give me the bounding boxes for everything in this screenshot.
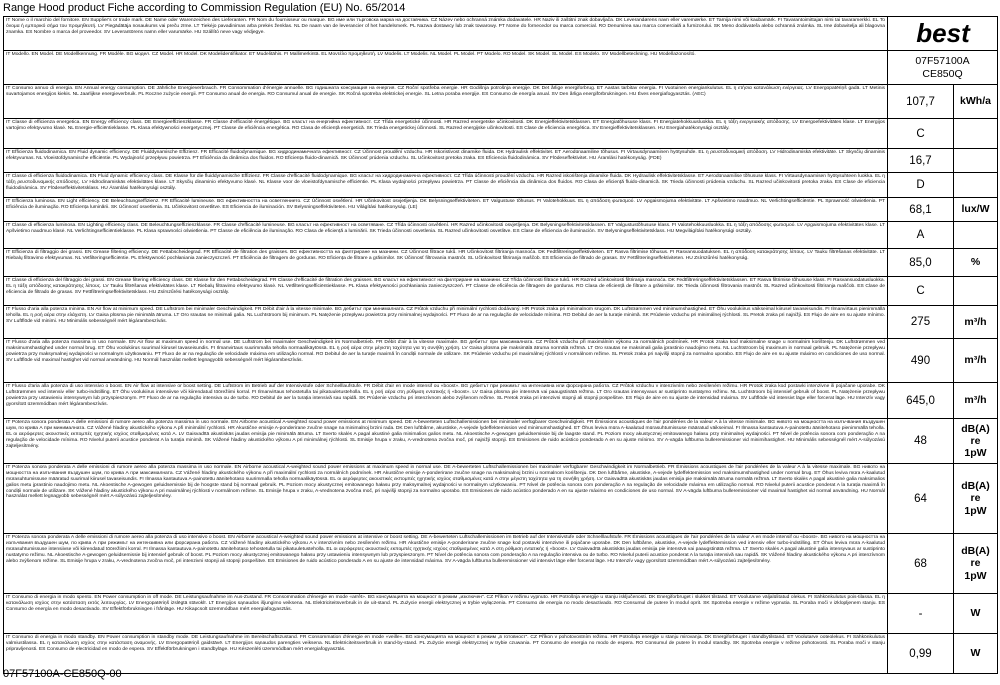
power-standby-description: IT Consumo di energia in modo standby. EN Power consumption in standby mode. DE Leistungsaufnahme im Bereitschaftszustand. FR Consommation d'énergie en mode «veille». BG консумацията на мощност в режим „в готовност“. CZ Příkon v pohotovostním režimu. HR Potrošnja energije u stanju mirovanja. DK Energiforbruget i standbytilstand. ET Voolutarve ooteolekus. FI Sähkönkulutus valmiustilassa. EL η κατανάλωση ισχύος στην κατάσταση αναμονής. LV Energopatēriņš gaidstāvē. LT Energijos sąnaudos parengties veiksena. NL Elektriciteitsverbruik in stand-by-stand. PL Zużycie energii elektrycznej w trybie czuwania. PT Consumo de energia no modo de espera. RO Consumul de putere în modul standby. SK Spotreba energie v režime pohotovosti. SL Poraba moči v stanju pripravljenosti. ES Consumo de electricidad en modo de espera. SV Effektförbrukningen i standbyläge. HU Készenléti üzemmódban mért energiafogyasztás.: [4, 634, 888, 674]
power-standby-unit: W: [954, 634, 998, 674]
unit-line: 1pW: [964, 447, 987, 460]
light-efficiency-value: 68,1: [888, 198, 954, 222]
fluid-dynamic-unit: [954, 149, 998, 173]
grease-filtering-class-value: C: [888, 277, 954, 306]
noise-boost-value: 68: [888, 534, 954, 594]
row-power-standby: [4, 634, 998, 674]
model-value: [888, 51, 998, 85]
row-energy-class: [4, 119, 998, 149]
fluid-dynamic-class-unit: [954, 173, 998, 198]
unit-line: re: [970, 557, 981, 570]
row-noise-boost: [4, 534, 998, 594]
row-airflow-max: [4, 339, 998, 383]
noise-min-value: 48: [888, 419, 954, 464]
fiche-title: Range Hood product Fiche according to Commission Regulation (EU) No. 65/2014: [3, 2, 406, 14]
lighting-class-value: A: [888, 222, 954, 249]
noise-max-value: 64: [888, 464, 954, 534]
power-standby-value: 0,99: [888, 634, 954, 674]
noise-boost-unit: [954, 534, 998, 594]
grease-filtering-class-description: IT Classe di efficienza del filtraggio dei grassi. EN Grease filtering efficiency class. DE Klasse für den Fettabscheidegrad. FR Classe d'efficacité de filtration des graisses. BG класът на ефективност на филтриране на мазнини. CZ Třída účinnosti filtrace tuků. HR Razred učinkovitosti filtriranja masnoća. DK Fedtfiltreringseffektivitetsklassen. ET Rasva filtrimise tõhususe klass. FI Rasvansuodatusluokka. EL η τάξη απόδοσης κατακράτησης λίπους. LV Tauku filtrēšanas efektivitātes klase. LT Riebalų filtravimo efektyvumo klasė. NL Vetfilteringsefficiëntieklasse. PL Klasa efektywności pochłaniania zanieczyszczeń. PT Classe de eficiência de filtragem de gorduras. RO Clasa de eficiență de filtrare a grăsimilor. SK Trieda účinnosti filtrovania mastnôt. SL Razred učinkovitosti filtriranja maščob. ES Clase de eficiencia de filtrado de grasas. SV Fettfiltreringseffektivitetsklass. HU Zsírszűrési hatékonysági osztály.: [4, 277, 888, 306]
row-grease-filtering: [4, 249, 998, 277]
row-fluid-dynamic-class: [4, 173, 998, 198]
unit-line: 1pW: [964, 504, 987, 517]
lighting-class-unit: [954, 222, 998, 249]
light-efficiency-description: IT Efficienza luminosa. EN Light efficiency. DE Beleuchtungseffizienz. FR Efficacité lumineuse. BG ефективността на осветлението. CZ Účinnost osvětlení. HR Učinkovitost osvjetljenja. DK Belysningseffektiviteten. ET Valgustuse tõhusus. FI Valotehokkuus. EL η απόδοση φωτισμού. LV Apgaismojuma efektivitāte. LT Apšvietimo naudmuo. NL Verlichtingsefficiëntie. PL Sprawność oświetlenia. PT Eficiência de iluminação. RO Eficiența luminării. SK Účinnosť osvetlenia. SL Učinkovitost osvetlitve. ES Eficiencia de iluminación. SV Belysningseffektiviteten. HU Világítási hatékonyság. (LE): [4, 198, 888, 222]
row-grease-filtering-class: [4, 277, 998, 306]
fluid-dynamic-description: IT Efficienza fluidodinamica. EN Fluid dynamic efficiency. DE Fluiddynamische Effizienz. FR Efficacité fluidodynamique. BG хидродинамичната ефективност. CZ Účinnost proudění vzduchu. HR Iskoristivost dinamike fluida. DK Hydraulisk effektivitet. ET Aerodünaamiline tõhusus. FI Virtausdynaaminen hyötysuhde. EL η ρευστοδυναμική απόδοση. LV Hidrodinamiskā efektivitāte. LT Skysčių dinaminis efektyvumas. NL Vloeistofdynamische efficiëntie. PL Wydajność przepływu powietrza. PT Eficiência da dinâmica dos fluidos. RO Eficiența fluido-dinamică. SK Účinnosť prúdenia vzduchu. SL Učinkovitost pretoka zraka. ES Eficiencia fluidodinámica. SV Flödeseffektivitet. HU Áramlási hatékonyság. (FDE): [4, 149, 888, 173]
airflow-max-description: IT Flusso d'aria alla potenza massima in uso normale. EN Air flow at maximum speed in normal use. DE Luftstrom bei maximaler Geschwindigkeit im Normalbetrieb. FR Débit d'air à la vitesse maximale. BG дебитът при максималната. CZ Průtok vzduchu při maximálním výkonu za normálních podmínek. HR Protok zraka kod maksimalne snage u normalnim korištenju. DK Luftstrømmen ved maksimumshastighed under normal brug. ET Õhu voolukiirus suurimal kiirusel tavaseisundis. FI Ilmanvirtaus suurimmalla teholla normaalikäytössä. EL η ροή αέρα στην μέγιστη ταχύτητα για τη συνήθη χρήση. LV Gaisa plūsma pie maksimālā ātruma normālā režīmā. LT Oro srautas ne maksimali galia įprastinio naudojimo metu. NL Luchtstroom bij maximum in normaal gebruik. PL Natężenie przepływu powietrza przy maksymalnej wydajności w normalnym użytkowaniu. PT Fluxo de ar na regulação de velocidade máxima em utilização normal. RO Debitul de aer la turație maximă în condiții normale de utilizare. SK Prúdenie vzduchu pri maximálnej rýchlosti v normálnom režime. SL Pretok zraka pri najvišji stopnji za normalno uporabo. ES Flujo de aire en su ajuste máximo en condiciones de uso normal. SV Luftflöde vid maximal hastighet vid normal användning. HU Normál használat mellett legnagyobb sebességnél mért légárambeszívás.: [4, 339, 888, 383]
grease-filtering-class-unit: [954, 277, 998, 306]
row-model: [4, 51, 998, 85]
lighting-class-description: IT Classe di efficienza luminosa. EN Lighting efficiency class. DE Beleuchtungseffizienzklasse. FR Classe d'efficacité lumineuse. BG класът на ефективност на осветяване. CZ Třída účinnosti osvětlení. HR Razred učinkovitosti osvjetljenja. DK Belysningseffektivitetsklassen. ET Valgustustõhususe klass. FI Valotehokkuusluokka. EL η τάξη απόδοσης φωτισμού. LV Apgaismojuma efektivitātes klase. LT Apšvietimo naudmuo klasė. NL Verlichtingsefficiëntieklasse. PL Klasa sprawności oświetlenia. PT Classe de eficiência de iluminação. RO Clasa de eficiență a luminării. SK Trieda účinnosti osvetlenia. SL Razred učinkovitosti osvetlitve. ES Clase de eficiencia de iluminación. SV Belysningseffektivitetsklass. HU Megvilágítási hatékonysági osztály.: [4, 222, 888, 249]
energy-class-value: C: [888, 119, 954, 149]
row-power-off: [4, 594, 998, 634]
model-description: IT Modello. EN Model. DE Modellkennung. FR Modèle. BG модел. CZ Model. HR Model. DK Modelidentifikator. ET Mudelitähis. FI Mallimerkintä. EL Μοντέλο προμηθευτή. LV Modelis. LT Modelis. NL Model. PL Model. PT Modelo. RO Model. SK Model. SL Model. ES Modelo. SV Modellbeteckning. HU Modellazonosító.: [4, 51, 888, 85]
airflow-max-value: 490: [888, 339, 954, 383]
model-line-1: 07F57100A: [915, 55, 970, 68]
annual-energy-description: IT Consumo annuo di energia. EN Annual energy consumption. DE Jährliche Energieverbrauch. FR Consommation d'énergie annuelle. BG годишната консумация на енергия. CZ Roční spotřeba energie. HR Godišnja potrošnja energije. DK Det årlige energiforbrug. ET Aastas tarbitav energia. FI Vuotuinen energiankulutus. EL η ετήσια κατανάλωση ενέργειας. LV Energopatēriņš gadā. LT Metinis suvartojamos energijos kiekis. NL Jaarlijkse energieverbruik. PL Roczne zużycie energii. PT Consumo anual de energia. RO Consumul anual de energie. SK Ročná spotreba elektrickej energie. SL Letna poraba energije. ES Consumo de energía anual. SV Den årliga energiförbrukningen. HU Éves energiafogyasztás. (AEC): [4, 85, 888, 119]
noise-min-description: IT Potenza sonora ponderata A delle emissioni di rumore aereo alla potenza massima in uso normale. EN Airborne acoustical A-weighted sound power emissions at minimum speed. DE A-bewerteten Luftschallemissionen bei minimaler verfügbarer Geschwindigkeit. FR Émissions acoustiques de l'air pondérées de la valeur A à la vitesse minimale. BG нивото на мощността на излъчвания въздушен шум, по крива А при минималната. CZ Vážené hladiny akustického výkonu A při minimální rychlosti. HR Akustične emisije A-ponderirane zvučne snage na minimalnoj brzini rada. DK Den luftbårne, akustiske, A-vejede lydeffektemission ved minimumshastighed. ET Õhus leviva müra A-kaalutud mürasuhtumissuse määratud väikseimal. FI Ilmassa kantautuva A-painotettu äänitehotaso pienimmällä teholla. EL οι αερόφερτες ακουστικές εκπομπές ηχητικής ισχύος σταθμισμένες κατά A. LV Gaisvadītā akustiskās jaudas emisija pie minimālā ātruma. LT Sverto skalės A pagal akustinė galia minimalios galios metu. NL Akoestische A-gewogen geluidsemissie bij de laagste stand. PL Poziom mocy akustycznej emitowanego hałasu przy minimalnej wydajności. PT Nível de potência sonora com ponderação A na regulação de velocidade mínima. RO Nivelul puterii acustice ponderat A la turația minimă. SK Vážené hladiny akustického výkonu A pri minimálnej rýchlosti. SL Emisije hrupa v zraku, A-vrednotena zvočna moč, pri najnižji stopnji. ES Emisiones de ruido acústico ponderado A en su ajuste mínimo. SV A-vägda luftburna bulleremissioner vid minimihastighet. HU Minimális sebességnél mért A-súlyozású zajteljesítmény.: [4, 419, 888, 464]
grease-filtering-description: IT Efficienza di filtraggio dei grassi. EN Grease filtering efficiency. DE Fettabscheidegrad. FR Efficacité de filtration des graisses. BG ефективността на филтриране на мазнини. CZ Účinnost filtrace tuků. HR Učinkovitost filtriranja masnoća. DK Fedtfiltreringseffektiviteten. ET Rasva filtrimise tõhusus. FI Rasvansuodatuksen. EL η απόδοση κατακράτησης λίπους. LV Tauku filtrēšanas efektivitāte. LT Riebalų filtravimo efektyvumas. NL Vetfilteringsefficiëntie. PL Efektywność pochłaniania zanieczyszczeń. PT Eficiência de filtragem de gorduras. RO Eficiența de filtrare a grăsimilor. SK Účinnosť filtrovania mastnôt. SL Učinkovitost filtriranja maščob. ES Eficiencia de filtrado de grasas. SV Fettfiltreringseffektiviteten. HU Zsírszűrési hatékonyság.: [4, 249, 888, 277]
annual-energy-unit: kWh/a: [954, 85, 998, 119]
model-line-2: CE850Q: [922, 67, 963, 80]
noise-max-unit: [954, 464, 998, 534]
unit-line: dB(A): [961, 422, 990, 435]
noise-max-description: IT Potenza sonora ponderata A delle emissioni di rumore aereo alla potenza massima in uso normale. EN Airborne acoustical A-weighted sound power emissions at maximum speed in normal use. DE A-bewerteten Luftschallemissionen bei maximaler verfügbarer Geschwindigkeit im Normalbetrieb. FR Émissions acoustiques de l'air pondérées de la valeur A à la vitesse maximale. BG нивото на мощността на излъчвания въздушен шум, по крива А при максималната. CZ Vážené hladiny akustického výkonu A při maximální rychlosti za normálních podmínek. HR Akustične emisije A-ponderirane zvučne snage na maksimalnoj brzini u normalnom korištenju. DK Den luftbårne, akustiske, A-vejede lydeffektemission ved maksimumshastighed under normal brug. ET Õhus leviva müra A-kaalutud mürasuhtumissuse määratud suurimal kiirusel tavaseisundis. FI Ilmassa kantautuva A-painotettu äänitehotaso suurimmalla teholla normaalikäytössä. EL οι αερόφερτες ακουστικές εκπομπές ηχητικής ισχύος σταθμισμένες κατά A στην μέγιστη ταχύτητα για τη συνήθη χρήση. LV Gaisvadītā akustiskās jaudas emisija pie maksimālā ātruma normālā režīmā. LT Sverto skalės A pagal akustinė galia maksimalios galios metu įprastinio naudojimo metu. NL Akoestische A-gewogen geluidsemissie bij de hoogste stand bij normaal gebruik. PL Poziom mocy akustycznej emitowanego hałasu przy maksymalnej wydajności w normalnym użytkowaniu. PT Nível de potência sonora com ponderação A na regulação de velocidade máxima em utilização normal. RO Nivelul puterii acustice ponderat A la turația maximă în condiții normale de utilizare. SK Vážené hladiny akustického výkonu A pri maximálnej rýchlosti v normálnom režime. SL Emisije hrupa v zraku, A-vrednotena zvočna moč, pri najvišji stopnji za normalno uporabo. ES Emisiones de ruido acústico ponderado A en su ajuste máximo en condiciones de uso normal. SV A-vägda luftburna bulleremissioner vid maximal hastighet vid normal användning. HU Normál használat mellett legnagyobb sebességnél mért A-súlyozású zajteljesítmény.: [4, 464, 888, 534]
airflow-boost-description: IT Flusso d'aria alla potenza di uso intensivo o boost. EN Air flow at intensive or boost setting. DE Luftstrom im Betrieb auf der Intensivstufe oder Schnelllaufstufe. FR Débit d'air en mode intensif ou «boost». BG дебитът при режимът на интензивна или форсирана работа. CZ Průtok vzduchu v intenzivním nebo zesíleném režimu. HR Protok zraka kod postavki intenzivne ili pojačane uporabe. DK Luftstrømmen ved intensiv eller turbo-indstilling. ET Õhu voolukiirus intensiivse või kiirendatud töörežiimi korral. FI Ilmanvirtaus tehostetulla tai pikatuuletusteholla. EL η ροή αέρα στη ρύθμιση εντατικής ή «boost». LV Gaisa plūsma pie intensīvā vai paaugstinātā režīma. LT Oro srautas intensyvaus ar sustiprinto nustatymo režimu. NL Luchtstroom bij intensief gebruik of boost. PL Natężenie przepływu powietrza przy ustawieniu intensywnym lub przyspieszonym. PT Fluxo de ar na regulação intensiva ou de turbo. RO Debitul de aer la turația intensivă sau rapidă. SK Prúdenie vzduchu pri intenzívnom alebo zvýšenom režime. SL Pretok zraka pri intenzivni stopnji ali stopnji pospešitve. ES Flujo de aire en su ajuste de intensidad máxima. SV Luftflöde vid intensivt läge eller forcerat läge. HU Intenzív vagy gyorsított üzemmódban mért légárambeszívás.: [4, 383, 888, 419]
light-efficiency-unit: lux/W: [954, 198, 998, 222]
airflow-min-unit: m³/h: [954, 306, 998, 339]
unit-line: re: [970, 434, 981, 447]
grease-filtering-unit: %: [954, 249, 998, 277]
grease-filtering-value: 85,0: [888, 249, 954, 277]
supplier-description: IT Nome o il marchio del fornitore. EN Supplier's or trade mark. DE Name oder Warenzeichen des Lieferanten. FR Nom du fournisseur ou marque. BG име или търговска марка на доставчика. CZ Název nebo ochranná známka dodavatele. HR Naziv ili zaštitni znak dobavljača. DK Leverandørens navn eller varemærke. ET Tarnija nimi või kaubamärk. FI Tavarantoimittajan nimi tai tavaramerkki. EL Το όνομα ή εμπορικό σήμα του προμηθευτή. LV Piegādātāja nosaukums vai preču zīme. LT Tiekėjo pavadinimas arba prekės ženklas. NL De naam van de leverancier of het handelsmerk. PL Nazwa dostawcy lub znak towarowy. PT Nome do fornecedor ou marca comercial. RO Denumirea sau marca comercială a furnizorului. SK Meno dodávateľa alebo ochranná známka. SL Ime dobavitelja ali blagovna znamka. ES Nombre o marca del proveedor. SV Leverantörens namn eller varumärke. HU Szállító neve vagy védjegye.: [4, 17, 888, 51]
row-airflow-boost: [4, 383, 998, 419]
annual-energy-value: 107,7: [888, 85, 954, 119]
unit-line: re: [970, 492, 981, 505]
fluid-dynamic-class-description: IT Classe di efficienza fluidodinamica. EN Fluid dynamic efficiency class. DE Klasse für die fluiddynamische Effizienz. FR Classe d'efficacité fluidodynamique. BG класът на хидродинамична ефективност. CZ Třída účinnosti proudění vzduchu. HR Razred iskorištenja dinamike fluida. DK Hydraulisk effektivitetsklasse. ET Aerodünaamilise tõhususe klass. FI Virtausdynaamisen hyötysuhteen luokka. EL η τάξη ρευστοδυναμικής απόδοσης. LV Hidrodinamiskās efektivitātes klase. LT Skysčių dinaminio efektyvumo klasė. NL Klasse voor de vloeistofdynamische efficiëntie. PL Klasa wydajności przepływu powietrza. PT Classe de eficiência da dinâmica dos fluidos. RO Clasa de eficiență fluido-dinamică. SK Trieda účinnosti prúdenia vzduchu. SL Razred učinkovitosti pretoka zraka. ES Clase de eficiencia fluidodinámica. SV Flödeseffektivitetsklass. HU Áramlási hatékonysági osztály.: [4, 173, 888, 198]
power-off-value: -: [888, 594, 954, 634]
fluid-dynamic-value: 16,7: [888, 149, 954, 173]
row-light-efficiency: [4, 198, 998, 222]
power-off-unit: W: [954, 594, 998, 634]
airflow-min-value: 275: [888, 306, 954, 339]
brand-logo-cell: [888, 17, 998, 51]
energy-class-description: IT Classe di efficienza energetica. EN Energy efficiency class. DE Energieeffizienzklasse. FR Classe d'efficacité énergétique. BG класът на енергийна ефективност. CZ Třída energetické účinnosti. HR Razred energetske učinkovitosti. DK Energieffektivitetsklassen. ET Energiatõhususe klass. FI Energiatehokkuusluokka. EL η τάξη ενεργειακής απόδοσης. LV Energoefektivitātes klase. LT Energijos vartojimo efektyvumo klasė. NL Energie-efficiëntieklasse. PL Klasa efektywności energetycznej. PT Classe de eficiência energética. RO Clasa de eficiență energetică. SK Trieda energetickej účinnosti. SL Razred energijske učinkovitosti. ES Clase de eficiencia energética. SV Energieffektivitetsklassen. HU Energiahatékonysági osztály.: [4, 119, 888, 149]
document-code: 07F57100A-CE850Q-00: [3, 668, 122, 680]
product-fiche-table: [3, 16, 998, 674]
unit-line: dB(A): [961, 480, 990, 493]
row-supplier: [4, 17, 998, 51]
airflow-boost-unit: m³/h: [954, 383, 998, 419]
row-noise-min: [4, 419, 998, 464]
noise-min-unit: [954, 419, 998, 464]
brand-logo: [899, 21, 987, 47]
row-airflow-min: [4, 306, 998, 339]
row-annual-energy: [4, 85, 998, 119]
airflow-min-description: IT Flusso d'aria alla potenza minima. EN Air flow at minimum speed. DE Luftstrom bei minimaler Geschwindigkeit. FR Débit d'air à la vitesse minimale. BG дебитът при минималната. CZ Průtok vzduchu při minimální rychlosti dodávaný. HR Protok zraka pri minimalnom srugom. DK Luftstrømmen ved minimumshastighed. ET Õhu voolukiirus väikseimal kiirusel tavaseisundis. FI Ilmanvirtaus pienimmällä teholla. EL η ροή αέρα στην ελάχιστη. LV Gaisa plūsma pie minimālā ātruma. LT Oro srautas ne minimali galia. NL Luchtstroom bij minimum. PL Natężenie przepływu powietrza przy minimalnej wydajności. PT Fluxo de ar na regulação de velocidade mínima. RO Debitul de aer la turație minimă. SK Prúdenie vzduchu pri minimálnej rýchlosti. SL Pretok zraka pri najnižji. ES Flujo de aire en su ajuste mínimo. SV Luftflöde vid minimi. HU Minimális sebességnél mért légárambeszívás.: [4, 306, 888, 339]
brand-logo-text: best: [915, 20, 970, 47]
unit-line: 1pW: [964, 569, 987, 582]
noise-boost-description: IT Potenza sonora ponderata A delle emissioni di rumore aereo alla potenza di uso intensivo o boost. EN Airborne acoustical A-weighted sound power emissions at intensive or boost setting. DE A-bewerteten Luftschallemissionen im Betrieb auf der Intensivstufe oder Schnelllaufstufe. FR Émissions acoustiques de l'air pondérées de la valeur A en mode intensif ou «boost». BG нивото на мощността на излъчвания въздушен шум, по крива А при режимът на интензивна или форсирана работа. CZ Vážené hladiny akustického výkonu A v intenzivním nebo zesíleném režimu. HR Akustične emisije A-ponderirane zvučne snage kod postavki intenzivne ili pojačane uporabe. DK Den luftbårne, akustiske, A-vejede lydeffektemission ved intensiv eller turbo-indstilling. ET Õhus leviva müra A-kaalutud mürasuhtumissuse intensiivse või kiirendatud töörežiimi korral. FI Ilmassa kantautuva A-painotettu äänitehotaso tehostetulla tai pikatuuletusteholla. EL οι αερόφερτες ακουστικές εκπομπές ηχητικής ισχύος σταθμισμένες κατά A στη ρύθμιση εντατικής ή «boost». LV Gaisvadītā akustiskās jaudas emisija pie intensīvā vai paaugstinātā režīma. LT Sverto skalės A pagal akustinė galia intensyvaus ar sustiprinto nustatymo režimu. NL Akoestische A-gewogen geluidsemissie bij intensief gebruik of boost. PL Poziom mocy akustycznej emitowanego hałasu przy ustawieniu intensywnym lub przyspieszonym. PT Nível de potência sonora com ponderação A na regulação intensiva ou de turbo. RO Nivelul puterii acustice ponderat A la turația intensivă sau rapidă. SK Vážené hladiny akustického výkonu A pri intenzívnom alebo zvýšenom režime. SL Emisije hrupa v zraku, A-vrednotena zvočna moč, pri intenzivni stopnji ali stopnji pospešitve. ES Emisiones de ruido acústico ponderado A en su ajuste de intensidad máxima. SV A-vägda luftburna bulleremissioner vid intensivt läge eller forcerat läge. HU Intenzív vagy gyorsított üzemmódban mért A-súlyozású zajteljesítmény.: [4, 534, 888, 594]
row-lighting-class: [4, 222, 998, 249]
energy-class-unit: [954, 119, 998, 149]
fluid-dynamic-class-value: D: [888, 173, 954, 198]
power-off-description: IT Consumo di energia in modo spento. EN Power consumption in off mode. DE Leistungsaufnahme im Aus-Zustand. FR Consommation d'énergie en mode «arrêt». BG консумацията на мощност в режим „изключен“. CZ Příkon v režimu vypnuto. HR Potrošnja energije u stanju isključenosti. DK Energiforbruget i slukket tilstand. ET Voolutarve väljalülitatud olekus. FI Sähkönkulutus pois-tilassa. EL η κατανάλωση ισχύος στην κατάσταση εκτός λειτουργίας. LV Energopatēriņš izslēgtā stāvoklī. LT Energijos sąnaudos išjungimo veiksena. NL Elektriciteitsverbruik in de uit-stand. PL Zużycie energii elektrycznej w trybie wyłączenia. PT Consumo de energia no modo desactivado. RO Consumul de putere în modul oprit. SK Spotreba energie v režime vypnutia. SL Poraba moči v izklopljenem stanju. ES Consumo de energía en modo desactivado. SV Effektförbrukningen i frånläge. HU Kikapcsolt üzemmódban mért energiafogyasztás.: [4, 594, 888, 634]
unit-line: dB(A): [961, 545, 990, 558]
airflow-max-unit: m³/h: [954, 339, 998, 383]
row-fluid-dynamic: [4, 149, 998, 173]
airflow-boost-value: 645,0: [888, 383, 954, 419]
row-noise-max: [4, 464, 998, 534]
